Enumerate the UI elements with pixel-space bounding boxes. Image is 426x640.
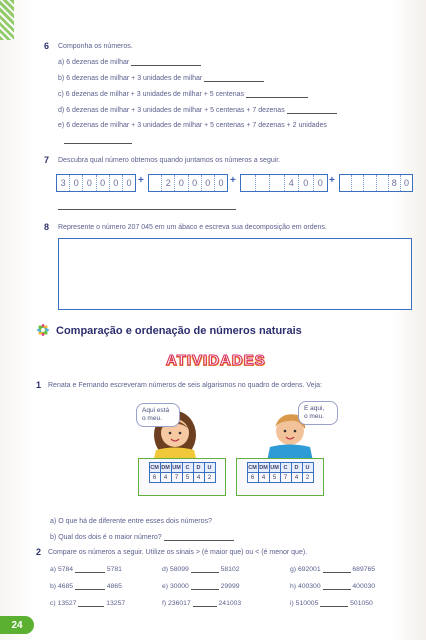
q6-item-d-text: 6 dezenas de milhar + 3 unidades de milhar + 5 centenas + 7 dezenas [66,107,285,114]
q7-number-box-1 [56,174,136,192]
digit-cell: 5 [182,473,193,483]
q7-number-box-2 [148,174,228,192]
digit-cell: 0 [189,175,202,191]
right-number: 5781 [106,566,122,573]
question-8-prompt: Represente o número 207 045 em um ábaco e escreva sua decomposição em ordens. [58,224,327,231]
q6-item-c-text: 6 dezenas de milhar + 3 unidades de milhar + 5 centenas [65,91,245,98]
right-number: 400030 [352,583,376,590]
digit-cell [352,175,364,191]
digit-cell: 0 [83,175,96,191]
corner-decoration [0,0,14,40]
q1-item-b-text: Qual dos dois é o maior número? [58,534,162,541]
header-cm: CM [248,464,257,471]
q6-item-a-answer-line[interactable] [131,58,201,66]
digit-cell: 0 [218,178,224,188]
left-number: 400300 [297,583,321,590]
digit-cell [340,175,352,191]
header-c: C [280,463,291,473]
comparison-blank[interactable] [191,565,219,573]
q2-item-g [290,565,375,573]
left-number: 5784 [57,566,74,573]
item-label: b) [50,583,57,590]
q2-item-d [162,565,240,573]
digit-cell: 0 [403,178,409,188]
right-number: 13257 [106,600,126,607]
digit-cell: 3 [57,175,70,191]
digit-cell [377,175,389,191]
q6-item-c-label: c) [58,91,64,98]
q6-item-d [58,106,337,114]
q6-item-c [58,90,308,98]
q6-item-b-text: 6 dezenas de milhar + 3 unidades de milhar [66,75,203,82]
header-u: U [302,463,313,473]
item-label: d) [162,566,169,573]
right-number: 58102 [220,566,240,573]
digit-cell: 0 [70,175,83,191]
question-1-number: 1 [36,380,42,390]
digit-cell [364,175,376,191]
digit-cell: 0 [317,178,323,188]
place-value-board-left [138,458,226,496]
question-7-number: 7 [44,155,50,165]
header-d: D [291,463,302,473]
left-number: 4685 [57,583,74,590]
item-label: h) [290,583,297,590]
right-number: 29999 [220,583,240,590]
q2-item-f [162,599,241,607]
q6-item-e [58,122,327,129]
question-6-number: 6 [44,41,50,51]
digit-cell: 4 [160,473,171,483]
digit-cell: 2 [204,473,215,483]
question-7-prompt: Descubra qual número obtemos quando juntamos os números a seguir. [58,157,281,164]
question-8-number: 8 [44,222,50,232]
digit-cell: 0 [97,175,110,191]
digit-cell: 2 [162,175,175,191]
q6-item-e-label: e) [58,122,65,129]
digit-cell [149,175,162,191]
q7-number-box-4 [339,174,413,192]
digit-cell: 6 [149,473,160,483]
q6-item-d-label: d) [58,107,65,114]
question-6-prompt: Componha os números. [58,43,133,50]
place-value-table-left [149,462,216,483]
digit-cell: 0 [175,175,188,191]
digit-cell: 6 [247,473,258,483]
place-value-board-right [236,458,324,496]
q6-item-a-text: 6 dezenas de milhar [66,59,130,66]
q2-item-i [290,599,373,607]
question-2-number: 2 [36,547,42,557]
header-cm: CM [150,464,159,471]
q6-item-a-label: a) [58,59,65,66]
right-number: 4865 [106,583,122,590]
digit-cell: 7 [171,473,182,483]
speech-bubble-right [298,401,338,425]
bubble-left-text: Aqui está o meu. [142,407,170,422]
digit-cell: 0 [202,175,215,191]
left-number: 692001 [297,566,321,573]
right-number: 241003 [218,600,242,607]
digit-cell: 2 [302,473,313,483]
comparison-blank[interactable] [75,582,105,590]
digit-cell: 0 [110,175,123,191]
q6-item-b [58,74,264,82]
q2-item-h [290,582,375,590]
digit-cell: 0 [299,175,314,191]
q6-item-a [58,58,201,66]
digit-cell: 4 [258,473,269,483]
digit-cell: 4 [291,473,302,483]
right-number: 689765 [352,566,376,573]
q6-item-e-text: 6 dezenas de milhar + 3 unidades de milhar + 5 centenas + 7 dezenas + 2 unidades [66,122,327,129]
question-2-prompt: Compare os números a seguir. Utilize os sinais > (é maior que) ou < (é menor que). [48,549,308,556]
left-number: 58099 [169,566,189,573]
plus-sign: + [329,175,335,186]
left-number: 30000 [169,583,189,590]
digit-cell: 8 [389,175,401,191]
item-label: f) [162,600,167,607]
q6-item-e-answer-line[interactable] [64,136,132,144]
digit-cell: 4 [193,473,204,483]
left-number: 13527 [57,600,77,607]
comparison-blank[interactable] [323,565,351,573]
q2-item-a [50,565,122,573]
flower-icon [35,322,51,338]
header-d: D [193,463,204,473]
item-label: a) [50,566,57,573]
digit-cell: 4 [285,175,300,191]
header-dm: DM [161,464,170,471]
q1-item-a-text: O que há de diferente entre esses dois números? [58,518,212,525]
q2-item-e [162,582,240,590]
question-1-prompt: Renata e Fernando escreveram números de seis algarismos no quadro de ordens. Veja: [48,382,322,389]
q1-item-a-label: a) [50,518,57,525]
q6-item-c-answer-line[interactable] [246,90,308,98]
q1-item-a [50,518,212,525]
left-number: 510005 [295,600,319,607]
section-title: Comparação e ordenação de números naturais [56,325,302,337]
digit-cell: 7 [280,473,291,483]
q7-number-box-3 [240,174,328,192]
activities-banner: ATIVIDADES [166,352,266,369]
page-number: 24 [0,616,34,634]
comparison-blank[interactable] [323,582,351,590]
digit-cell: 5 [269,473,280,483]
left-number: 236017 [168,600,191,607]
header-u: U [204,463,215,473]
item-label: i) [290,600,294,607]
comparison-blank[interactable] [320,599,348,607]
digit-cell [256,175,271,191]
comparison-blank[interactable] [75,565,105,573]
place-value-table-right [247,462,314,483]
q6-item-d-answer-line[interactable] [287,106,337,114]
q1-item-b-answer-line[interactable] [164,533,234,541]
digit-cell [241,175,256,191]
q8-answer-box[interactable] [58,238,412,310]
q2-item-c [50,599,125,607]
q6-item-b-answer-line[interactable] [204,74,264,82]
header-um: UM [172,464,181,471]
item-label: c) [50,600,56,607]
bubble-right-text: E aqui, o meu. [304,405,325,420]
item-label: g) [290,566,297,573]
plus-sign: + [230,175,236,186]
digit-cell: 0 [126,178,132,188]
header-dm: DM [259,464,268,471]
q1-item-b [50,533,234,541]
comparison-blank[interactable] [191,582,219,590]
header-c: C [182,463,193,473]
right-number: 501050 [350,600,373,607]
item-label: e) [162,583,169,590]
q6-item-b-label: b) [58,75,65,82]
plus-sign: + [138,175,144,186]
q7-answer-line[interactable] [58,202,236,210]
comparison-blank[interactable] [193,599,217,607]
digit-cell [270,175,285,191]
speech-bubble-left [136,403,180,427]
q2-item-b [50,582,122,590]
q1-item-b-label: b) [50,534,57,541]
header-um: UM [270,464,279,471]
comparison-blank[interactable] [78,599,104,607]
